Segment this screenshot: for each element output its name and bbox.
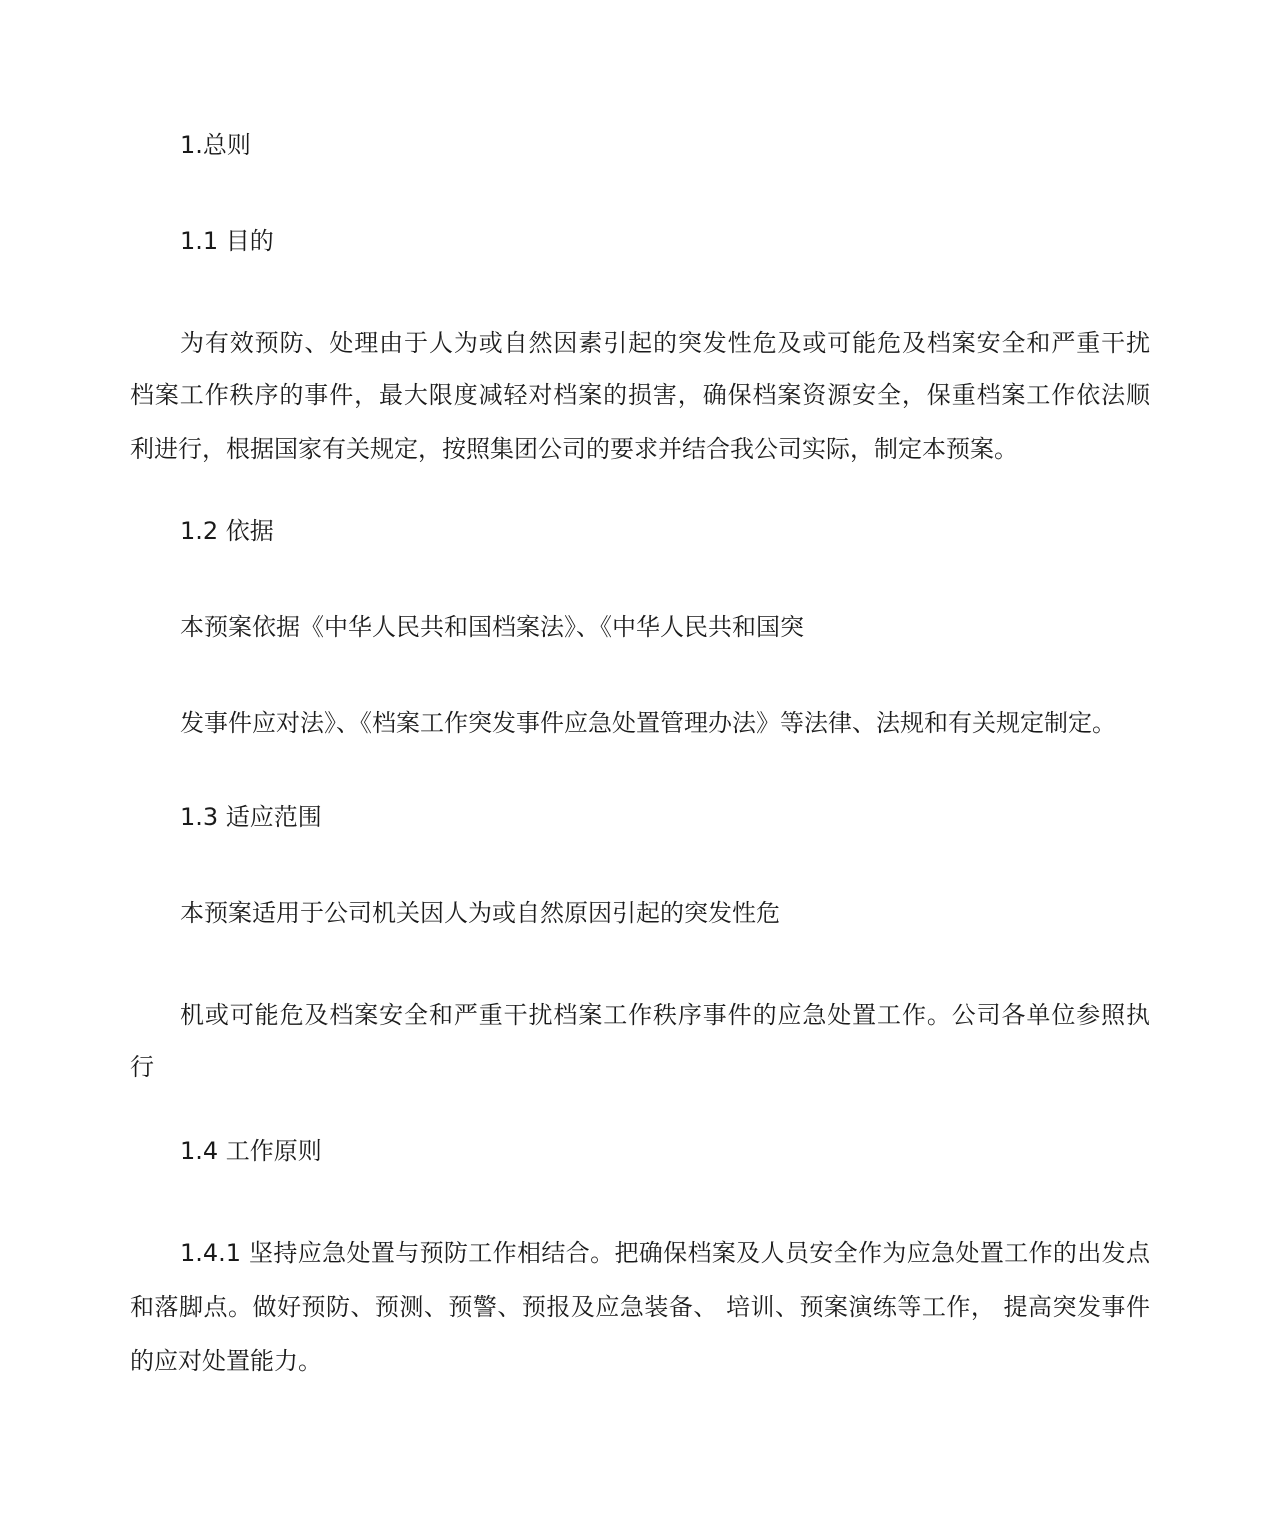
paragraph-purpose-line-3: 利进行，根据国家有关规定，按照集团公司的要求并结合我公司实际，制定本预案。 <box>130 435 1018 463</box>
section-heading-1: 1.总则 <box>180 131 251 159</box>
paragraph-basis-line-2: 发事件应对法》、《档案工作突发事件应急处置管理办法》等法律、法规和有关规定制定。 <box>180 709 1116 737</box>
section-heading-1-4: 1.4 工作原则 <box>180 1137 322 1165</box>
paragraph-principle-line-3: 的应对处置能力。 <box>130 1347 322 1375</box>
paragraph-purpose-line-2: 档案工作秩序的事件，最大限度减轻对档案的损害，确保档案资源安全，保重档案工作依法顺 <box>130 381 1150 409</box>
paragraph-scope-line-3: 行 <box>130 1053 154 1081</box>
paragraph-purpose-line-1: 为有效预防、处理由于人为或自然因素引起的突发性危及或可能危及档案安全和严重干扰 <box>180 329 1150 357</box>
paragraph-basis-line-1: 本预案依据《中华人民共和国档案法》、《中华人民共和国突 <box>180 613 804 641</box>
section-heading-1-1: 1.1 目的 <box>180 227 274 255</box>
paragraph-principle-line-2: 和落脚点。做好预防、预测、预警、预报及应急装备、 培训、预案演练等工作， 提高突发事件 <box>130 1293 1150 1321</box>
paragraph-principle-line-1: 1.4.1 坚持应急处置与预防工作相结合。把确保档案及人员安全作为应急处置工作的出发点 <box>180 1239 1150 1267</box>
paragraph-scope-line-2: 机或可能危及档案安全和严重干扰档案工作秩序事件的应急处置工作。公司各单位参照执 <box>180 1001 1150 1029</box>
paragraph-scope-line-1: 本预案适用于公司机关因人为或自然原因引起的突发性危 <box>180 899 780 927</box>
section-heading-1-2: 1.2 依据 <box>180 517 274 545</box>
section-heading-1-3: 1.3 适应范围 <box>180 803 322 831</box>
